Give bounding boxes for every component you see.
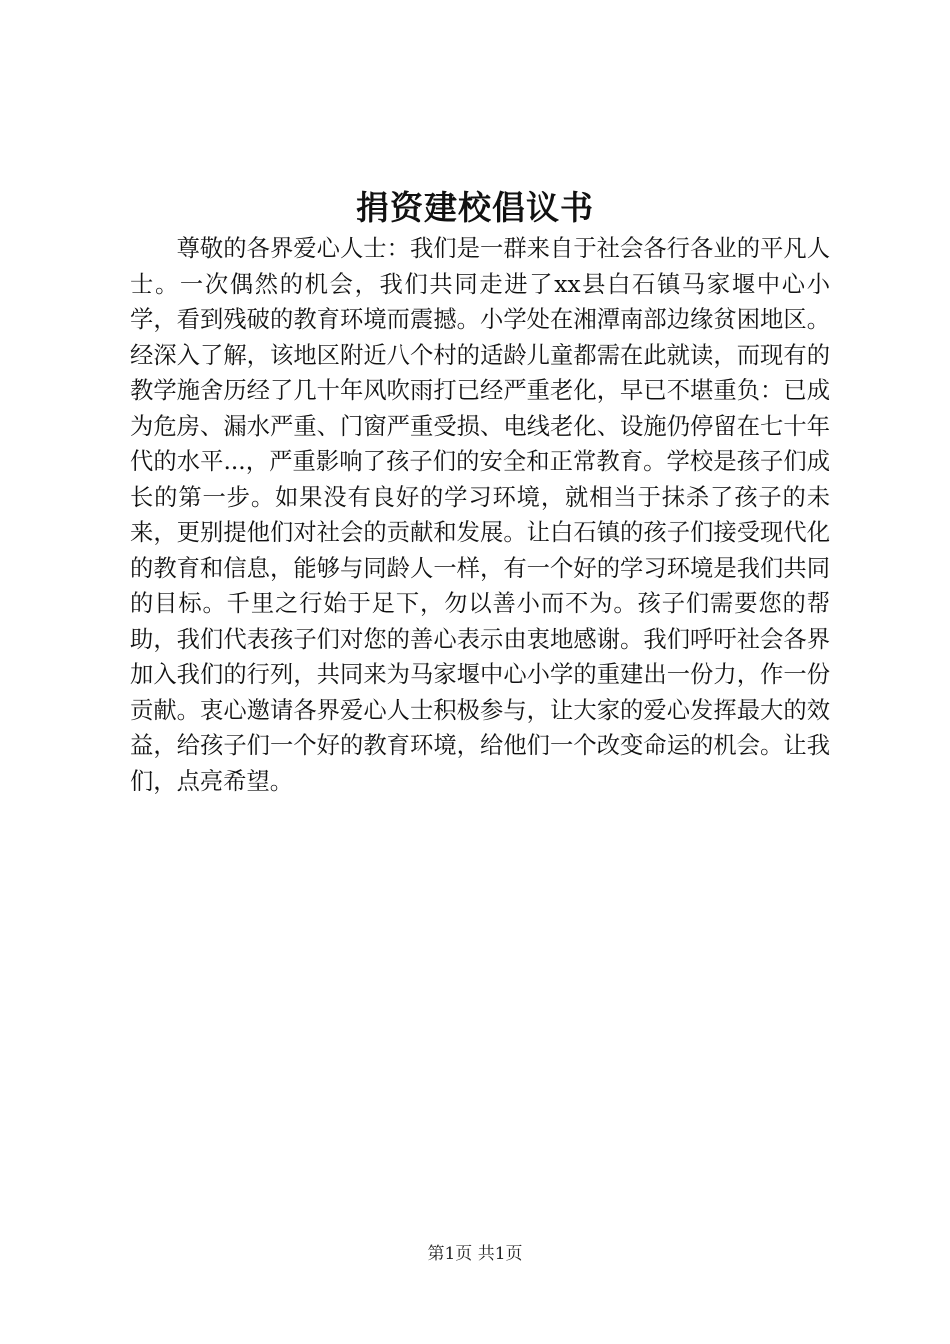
document-body: 尊敬的各界爱心人士：我们是一群来自于社会各行各业的平凡人士。一次偶然的机会，我们共同走进了xx县白石镇马家堰中心小学，看到残破的教育环境而震撼。小学处在湘潭南部边缘贫困地区。经深入了解，该地区附近八个村的适龄儿童都需在此就读，而现有的教学施舍历经了几十年风吹雨打已经严重老化，早已不堪重负：已成为危房、漏水严重、门窗严重受损、电线老化、设施仍停留在七十年代的水平...，严重影响了孩子们的安全和正常教育。学校是孩子们成长的第一步。如果没有良好的学习环境，就相当于抹杀了孩子的未来，更别提他们对社会的贡献和发展。让白石镇的孩子们接受现代化的教育和信息，能够与同龄人一样，有一个好的学习环境是我们共同的目标。千里之行始于足下，勿以善小而不为。孩子们需要您的帮助，我们代表孩子们对您的善心表示由衷地感谢。我们呼吁社会各界加入我们的行列，共同来为马家堰中心小学的重建出一份力，作一份贡献。衷心邀请各界爱心人士积极参与，让大家的爱心发挥最大的效益，给孩子们一个好的教育环境，给他们一个改变命运的机会。让我们，点亮希望。	[130, 235, 830, 795]
page-number-footer: 第1页 共1页	[427, 1244, 523, 1264]
document-title: 捐资建校倡议书	[356, 188, 594, 227]
